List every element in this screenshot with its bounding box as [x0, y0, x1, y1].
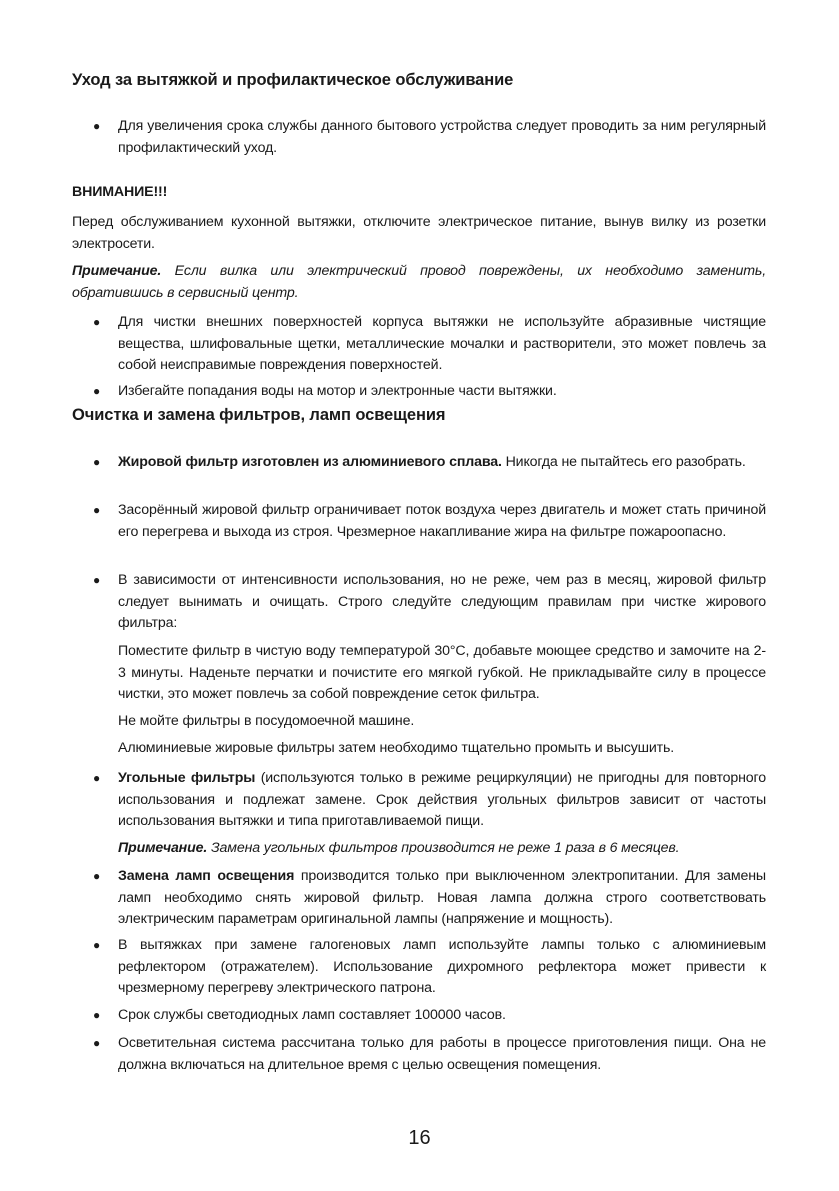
- bullet-bold-lead: Жировой фильтр изготовлен из алюминиевого сплава.: [118, 454, 502, 470]
- note-plug: [72, 261, 766, 304]
- bullet-dot: ●: [93, 573, 101, 587]
- bullet-filter-frequency: В зависимости от интенсивности использования, но не реже, чем раз в месяц, жировой фильтр следует вынимать и очищать. Строго следуйте следующим правилам при чистке жирового фильтра:: [118, 572, 766, 631]
- bullet-led-lifetime: Срок службы светодиодных ламп составляет 100000 часов.: [118, 1007, 506, 1023]
- bullet-dot: ●: [93, 1008, 101, 1022]
- note-label: Примечание.: [118, 840, 208, 856]
- warning-title: ВНИМАНИЕ!!!: [72, 184, 168, 200]
- bullet-bold-lead: Замена ламп освещения: [118, 868, 295, 884]
- bullet-dot: ●: [93, 1036, 101, 1050]
- bullet-exterior-cleaning: Для чистки внешних поверхностей корпуса вытяжки не используйте абразивные чистящие вещества, шлифовальные щетки, металлические мочалки и растворители, это может повлечь за собой неисправимые повреждения поверхностей.: [118, 314, 766, 373]
- bullet-clogged-filter: Засорённый жировой фильтр ограничивает поток воздуха через двигатель и может стать причиной его перегрева и выхода из строя. Чрезмерное накапливание жира на фильтре пожароопасно.: [118, 502, 766, 540]
- rinse-dry-note: Алюминиевые жировые фильтры затем необходимо тщательно промыть и высушить.: [118, 740, 675, 756]
- bullet-dot: ●: [93, 315, 101, 329]
- bullet-text: (используются только в режиме рециркуляции) не пригодны для повторного использования и подлежат замене. Срок действия угольных фильтров зависит от частоты использования вытяжки и типа приготавливаемой пищи.: [118, 770, 766, 829]
- note-label: Примечание.: [72, 263, 162, 279]
- bullet-dot: ●: [93, 503, 101, 517]
- note-text: Если вилка или электрический провод повреждены, их необходимо заменить, обратившись в сервисный центр.: [72, 263, 766, 301]
- section-heading-filters: Очистка и замена фильтров, ламп освещения: [72, 406, 446, 424]
- bullet-bold-lead: Угольные фильтры: [118, 770, 256, 786]
- bullet-dot: ●: [93, 119, 101, 133]
- warning-text: Перед обслуживанием кухонной вытяжки, отключите электрическое питание, вынув вилку из розетки электросети.: [72, 214, 766, 252]
- bullet-grease-filter: [118, 452, 766, 474]
- bullet-halogen-lamps: В вытяжках при замене галогеновых ламп используйте лампы только с алюминиевым рефлектором (отражателем). Использование дихромного рефлектора может привести к чрезмерному перегреву электрического патрона.: [118, 937, 766, 996]
- page-number: 16: [408, 1127, 431, 1149]
- bullet-lighting-system: Осветительная система рассчитана только для работы в процессе приготовления пищи. Она не должна включаться на длительное время с целью освещения помещения.: [118, 1035, 766, 1073]
- filter-cleaning-instructions: Поместите фильтр в чистую воду температурой 30°С, добавьте моющее средство и замочите на 2-3 минуты. Наденьте перчатки и почистите его мягкой губкой. Не прикладывайте силу в процессе чистки, это может повлечь за собой повреждение сеток фильтра.: [118, 643, 766, 702]
- note-carbon-replacement: [118, 838, 766, 860]
- bullet-text: Никогда не пытайтесь его разобрать.: [505, 454, 746, 470]
- bullet-lamp-replacement: [118, 866, 766, 931]
- bullet-water: Избегайте попадания воды на мотор и электронные части вытяжки.: [118, 383, 557, 399]
- bullet-carbon-filters: [118, 768, 766, 833]
- bullet-dot: ●: [93, 869, 101, 883]
- bullet-text: производится только при выключенном электропитании. Для замены ламп необходимо снять жировой фильтр. Новая лампа должна строго соответствовать электрическим параметрам оригинальной лампы (напряжение и мощность).: [118, 868, 766, 927]
- note-text: Замена угольных фильтров производится не реже 1 раза в 6 месяцев.: [210, 840, 680, 856]
- bullet-dot: ●: [93, 938, 101, 952]
- bullet-dot: ●: [93, 384, 101, 398]
- bullet-dot: ●: [93, 771, 101, 785]
- section-heading-care: Уход за вытяжкой и профилактическое обслуживание: [72, 71, 514, 89]
- no-dishwasher-note: Не мойте фильтры в посудомоечной машине.: [118, 713, 415, 729]
- bullet-dot: ●: [93, 455, 101, 469]
- bullet-care: Для увеличения срока службы данного бытового устройства следует проводить за ним регулярный профилактический уход.: [118, 118, 766, 156]
